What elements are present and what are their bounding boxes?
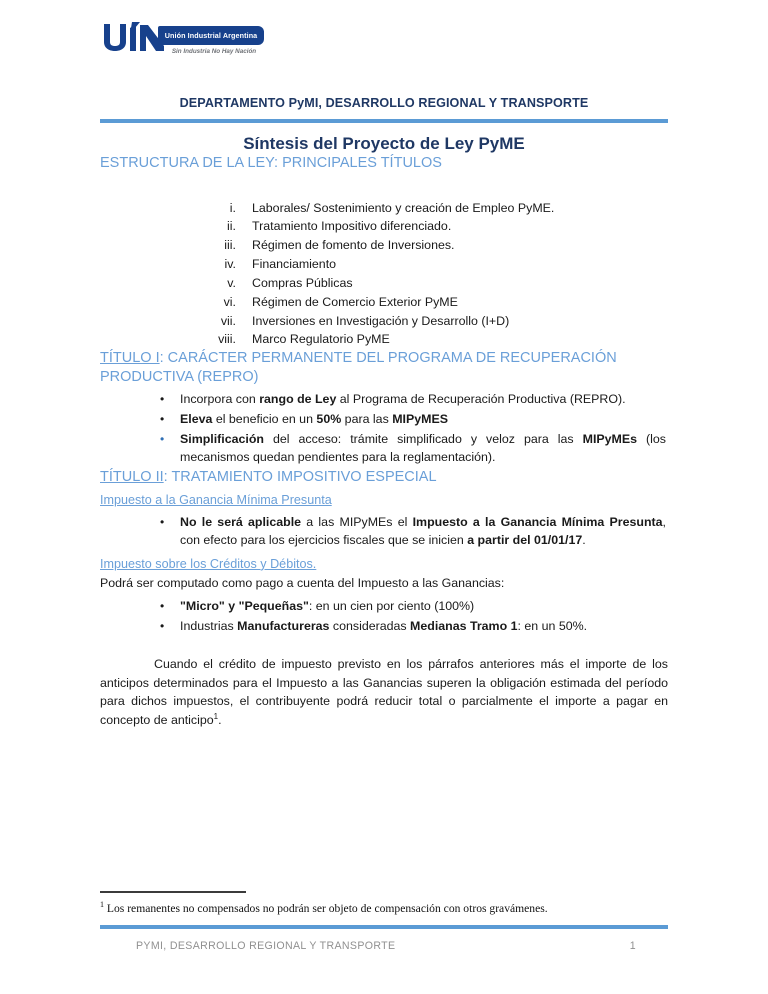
bullet-text-strong: No le será aplicable bbox=[180, 514, 302, 529]
estructura-list-item bbox=[100, 274, 668, 293]
list-item-number: ii. bbox=[227, 219, 236, 234]
bullet-text: : en un cien por ciento (100%) bbox=[308, 598, 475, 613]
closing-paragraph-text: Cuando el crédito de impuesto previsto en los párrafos anteriores más el importe de los anticipos determinados para el Impuesto a las Ganancias superen la obligación estimada del período para dichos impuestos, el contribuyente podrá reducir total o parcialmente el importe a pagar en concepto de anticipo bbox=[100, 657, 668, 728]
list-item-label: Laborales/ Sostenimiento y creación de Empleo PyME. bbox=[252, 200, 555, 215]
estructura-list-item bbox=[100, 236, 668, 255]
bullet-text: consideradas bbox=[329, 618, 411, 633]
bullet-text: para las bbox=[341, 412, 393, 426]
titulo-2-rest: : TRATAMIENTO IMPOSITIVO ESPECIAL bbox=[163, 468, 437, 485]
footnote-number: 1 bbox=[100, 899, 104, 909]
list-item-number: vi. bbox=[223, 294, 236, 309]
estructura-list-item bbox=[100, 217, 668, 236]
bullet-text-strong: 50% bbox=[316, 412, 342, 426]
bullet-text: , con efecto para los ejercicios fiscales que se inicien bbox=[180, 514, 666, 548]
bullet-text-strong: Medianas Tramo 1 bbox=[410, 618, 518, 633]
bullet-text: Incorpora con bbox=[180, 392, 260, 407]
list-item-number: i. bbox=[229, 200, 236, 215]
estructura-list-item bbox=[100, 255, 668, 274]
bullet-item bbox=[154, 617, 668, 636]
footer-area bbox=[100, 925, 668, 952]
bullet-text: . bbox=[582, 533, 586, 548]
bullet-dot-icon: • bbox=[160, 392, 165, 407]
bullet-dot-icon: • bbox=[160, 431, 165, 446]
department-heading: DEPARTAMENTO PyMI, DESARROLLO REGIONAL Y TRANSPORTE bbox=[179, 96, 589, 110]
heading-estructura: ESTRUCTURA DE LA LEY: PRINCIPALES TÍTULOS bbox=[100, 155, 442, 171]
bullet-text: a las MIPyMEs el bbox=[301, 514, 413, 529]
heading-titulo-2 bbox=[100, 468, 668, 487]
creditos-bullets bbox=[100, 597, 668, 635]
bullet-dot-icon: • bbox=[160, 618, 165, 633]
list-item-number: vii. bbox=[220, 313, 236, 328]
bullet-text: (los mecanismos quedan pendientes para la reglamentación). bbox=[180, 431, 666, 465]
bullet-text-strong: Eleva bbox=[180, 412, 213, 426]
creditos-intro: Podrá ser computado como pago a cuenta del Impuesto a las Ganancias: bbox=[100, 576, 505, 591]
footnote-marker: 1 bbox=[213, 711, 219, 721]
subheading-creditos-debitos: Impuesto sobre los Créditos y Débitos. bbox=[100, 556, 317, 571]
estructura-list-item bbox=[100, 199, 668, 218]
bullet-text-strong: MIPyMES bbox=[392, 412, 448, 426]
estructura-list-item bbox=[100, 312, 668, 331]
bullet-text-strong: MIPyMEs bbox=[582, 431, 638, 446]
list-item-number: iii. bbox=[224, 238, 236, 253]
bullet-item bbox=[154, 597, 668, 616]
bullet-text: al Programa de Recuperación Productiva (REPRO). bbox=[336, 392, 626, 407]
estructura-list-item bbox=[100, 293, 668, 312]
bullet-text-strong: rango de Ley bbox=[259, 392, 337, 407]
bullet-text-strong: Simplificación bbox=[180, 431, 264, 446]
bullet-text-strong: a partir del 01/01/17 bbox=[467, 533, 583, 548]
page-number: 1 bbox=[629, 940, 636, 952]
titulo-1-rest: : CARÁCTER PERMANENTE DEL PROGRAMA DE RECUPERACIÓN PRODUCTIVA (REPRO) bbox=[100, 350, 617, 385]
list-item-label: Régimen de fomento de Inversiones. bbox=[252, 238, 455, 253]
list-item-number: iv. bbox=[224, 257, 236, 272]
logo-block bbox=[100, 0, 668, 82]
footnote-text: Los remanentes no compensados no podrán ser objeto de compensación con otros gravámenes. bbox=[106, 901, 548, 915]
bullet-text: del acceso: trámite simplificado y veloz para las bbox=[264, 431, 583, 446]
titulo-1-label: TÍTULO I bbox=[100, 350, 160, 367]
bullet-item bbox=[154, 513, 668, 550]
bullet-text: Industrias bbox=[180, 618, 238, 633]
list-item-label: Tratamiento Impositivo diferenciado. bbox=[252, 219, 452, 234]
list-item-number: v. bbox=[227, 275, 236, 290]
footnote-area bbox=[100, 891, 668, 916]
list-item-label: Inversiones en Investigación y Desarrollo (I+D) bbox=[252, 313, 510, 328]
footer-divider bbox=[100, 925, 668, 929]
bullet-item bbox=[154, 410, 668, 429]
list-item-number: viii. bbox=[218, 332, 236, 347]
bullet-dot-icon: • bbox=[160, 514, 165, 529]
list-item-label: Compras Públicas bbox=[252, 275, 353, 290]
header-divider bbox=[100, 119, 668, 123]
bullet-text: : en un 50%. bbox=[517, 618, 588, 633]
bullet-text-strong: Impuesto a la Ganancia Mínima Presunta bbox=[412, 514, 663, 529]
bullet-text-strong: "Micro" y "Pequeñas" bbox=[180, 598, 309, 613]
logo-banner bbox=[158, 26, 264, 45]
closing-paragraph-end: . bbox=[218, 713, 222, 728]
logo-banner-text: Unión Industrial Argentina bbox=[164, 31, 258, 40]
bullet-dot-icon: • bbox=[160, 598, 165, 613]
ganancia-minima-bullets bbox=[100, 513, 668, 550]
footer-text: PYMI, DESARROLLO REGIONAL Y TRANSPORTE bbox=[136, 940, 396, 952]
list-item-label: Financiamiento bbox=[252, 257, 337, 272]
footnote bbox=[100, 900, 668, 917]
list-item-label: Marco Regulatorio PyME bbox=[252, 332, 390, 347]
titulo-1-bullets bbox=[100, 390, 668, 466]
page-title: Síntesis del Proyecto de Ley PyME bbox=[243, 134, 525, 153]
estructura-list bbox=[100, 199, 668, 350]
titulo-2-label: TÍTULO II bbox=[100, 468, 164, 485]
bullet-text: el beneficio en un bbox=[212, 412, 317, 426]
footer-row bbox=[100, 940, 668, 952]
bullet-text-strong: Manufactureras bbox=[237, 618, 330, 633]
logo-tagline: Sin Industria No Hay Nación bbox=[171, 48, 257, 55]
subheading-ganancia-minima: Impuesto a la Ganancia Mínima Presunta bbox=[100, 493, 332, 508]
list-item-label: Régimen de Comercio Exterior PyME bbox=[252, 294, 458, 309]
footnote-divider bbox=[100, 891, 246, 893]
estructura-list-item bbox=[100, 330, 668, 349]
bullet-item bbox=[154, 390, 668, 409]
heading-titulo-1 bbox=[100, 349, 668, 386]
bullet-dot-icon: • bbox=[160, 412, 165, 426]
uia-logo bbox=[100, 20, 268, 66]
bullet-item bbox=[154, 430, 668, 467]
closing-paragraph bbox=[100, 655, 668, 730]
